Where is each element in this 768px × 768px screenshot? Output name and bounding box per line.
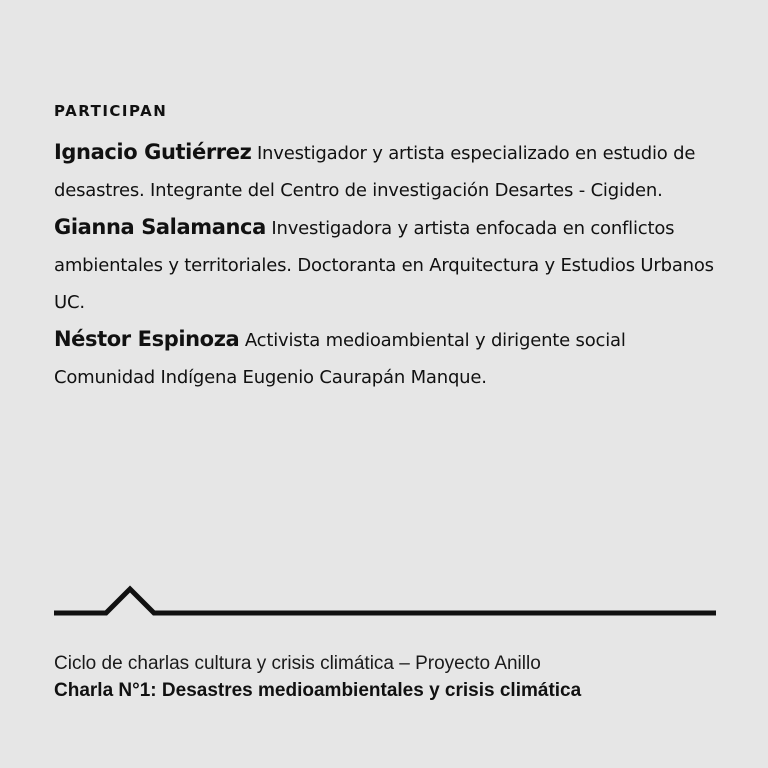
participant-bio: Investigadora y artista enfocada en conflictos ambientales y territoriales. Doctoranta en Arquitectura y Estudios Urbanos UC. xyxy=(54,218,714,313)
participant-bio: Investigador y artista especializado en estudio de desastres. Integrante del Centro de investigación Desartes - Cigiden. xyxy=(54,143,696,201)
divider-line xyxy=(54,589,716,613)
footer xyxy=(54,650,734,704)
participant-name: Gianna Salamanca xyxy=(54,215,266,239)
participant-item xyxy=(54,134,714,209)
participant-name: Néstor Espinoza xyxy=(54,327,240,351)
talk-title: Charla N°1: Desastres medioambientales y crisis climática xyxy=(54,680,582,701)
participants-list xyxy=(54,134,714,396)
participant-name: Ignacio Gutiérrez xyxy=(54,140,252,164)
mountain-divider-icon xyxy=(54,580,716,620)
event-series-subtitle: Ciclo de charlas cultura y crisis climática – Proyecto Anillo xyxy=(54,653,541,674)
participant-bio: Activista medioambiental y dirigente social Comunidad Indígena Eugenio Caurapán Manque. xyxy=(54,330,626,388)
participant-item xyxy=(54,209,714,321)
section-heading: PARTICIPAN xyxy=(54,102,168,120)
participant-item xyxy=(54,321,714,396)
